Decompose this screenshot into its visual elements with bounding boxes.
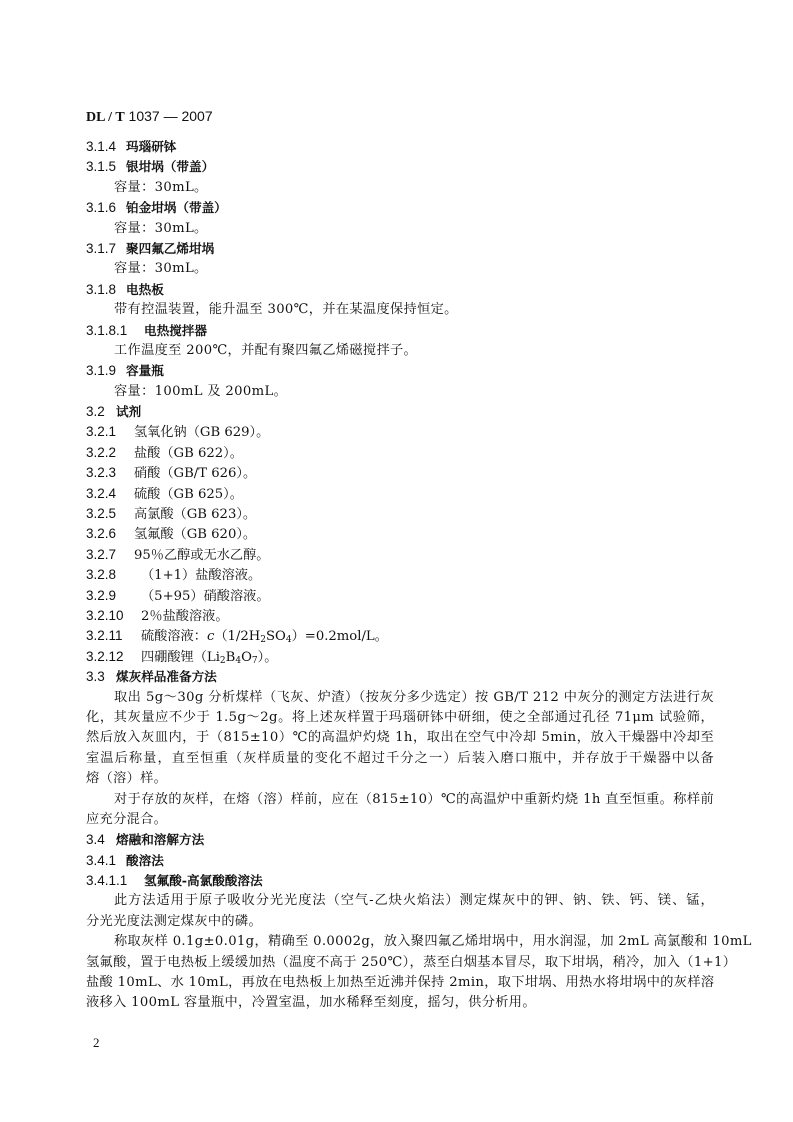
reagent-item: 3.2.12 四硼酸锂$(Li_2B_4O_7)$。 (86, 648, 278, 666)
reagent-item: 3.2.6 氢氟酸（GB 620）。 (86, 526, 257, 543)
reagent-item: 3.2.2 盐酸（GB 622）。 (86, 444, 243, 461)
heading-3-4-1-1: 3.4.1.1 氢氟酸-高氯酸酸溶法 (86, 873, 263, 889)
reagent-item: 3.2.4 硫酸（GB 625）。 (86, 485, 243, 502)
reagent-item: 3.2.10 2％盐酸溶液。 (86, 607, 229, 624)
heading-3-1-4: 3.1.4 玛瑙研钵 (86, 139, 177, 154)
heading-3-1-6: 3.1.6 铂金坩埚（带盖） (86, 200, 227, 216)
reagent-item: 3.2.9 （5+95）硝酸溶液。 (86, 587, 270, 604)
standard-code: DL / T (86, 110, 125, 125)
reagent-item: 3.2.5 高氯酸（GB 623）。 (86, 506, 257, 523)
heading-3-1-8-1: 3.1.8.1 电热搅拌器 (86, 322, 207, 338)
heading-3-1-8: 3.1.8 电热板 (86, 281, 164, 297)
paragraph-line: 取出 5g～30g 分析煤样（飞灰、炉渣）（按灰分多少选定）按 GB/T 212 中灰分的测定方法进行灰 (114, 689, 714, 705)
document-header (86, 108, 213, 126)
reagent-item: 3.2.7 95％乙醇或无水乙醇。 (86, 546, 270, 563)
paragraph-line: 分光光度法测定煤灰中的磷。 (86, 913, 262, 929)
heading-3-1-5: 3.1.5 银坩埚（带盖） (86, 159, 215, 175)
sulfuric-acid-formula: 硫酸溶液：$c(1/2H_2SO_4)=0.2mol/L$。 (141, 629, 388, 646)
heading-3-1-9: 3.1.9 容量瓶 (86, 363, 164, 379)
paragraph-line: 氢氟酸，置于电热板上缓缓加热（温度不高于 250℃），蒸至白烟基本冒尽，取下坩埚，稍冷，加入（1+1） (86, 954, 737, 970)
body-3-1-9: 容量：100mL 及 200mL。 (114, 383, 288, 399)
standard-number: 1037 — 2007 (128, 108, 213, 124)
reagent-item: 3.2.3 硝酸（GB/T 626）。 (86, 465, 257, 482)
paragraph-line: 液移入 100mL 容量瓶中，冷置室温，加水稀释至刻度，摇匀，供分析用。 (86, 995, 536, 1011)
body-3-1-8: 带有控温装置，能升温至 300℃，并在某温度保持恒定。 (114, 302, 458, 318)
body-3-1-6: 容量：30mL。 (114, 220, 208, 236)
lithium-tetraborate-formula: 四硼酸锂$(Li_2B_4O_7)$。 (141, 649, 278, 666)
paragraph-line: 化，其灰量应不少于 1.5g～2g。将上述灰样置于玛瑙研钵中研细，使之全部通过孔径 71μm 试验筛， (86, 709, 714, 725)
paragraph-line: 熔（溶）样。 (86, 771, 168, 787)
document-body (86, 137, 752, 1014)
body-3-1-5: 容量：30mL。 (114, 179, 208, 195)
heading-3-1-7: 3.1.7 聚四氟乙烯坩埚 (86, 240, 215, 256)
body-3-1-7: 容量：30mL。 (114, 261, 208, 277)
body-3-1-8-1: 工作温度至 200℃，并配有聚四氟乙烯磁搅拌子。 (114, 342, 418, 358)
reagent-item: 3.2.8 （1+1）盐酸溶液。 (86, 567, 262, 584)
page-number: 2 (93, 1035, 100, 1050)
paragraph-line: 盐酸 10mL、水 10mL，再放在电热板上加热至近沸并保持 2min，取下坩埚、用热水将坩埚中的灰样溶 (86, 975, 715, 991)
paragraph-line: 然后放入灰皿内，于（815±10）℃的高温炉灼烧 1h，取出在空气中冷却 5min，放入干燥器中冷却至 (86, 730, 714, 746)
paragraph-line: 室温后称量，直至恒重（灰样质量的变化不超过千分之一）后装入磨口瓶中，并存放于干燥器中以备 (86, 750, 714, 766)
reagent-item: 3.2.11 硫酸溶液：$c(1/2H_2SO_4)=0.2mol/L$。 (86, 628, 388, 646)
paragraph-line: 对于存放的灰样，在熔（溶）样前，应在（815±10）℃的高温炉中重新灼烧 1h 直至恒重。称样前 (114, 791, 714, 807)
paragraph-line: 此方法适用于原子吸收分光光度法（空气-乙炔火焰法）测定煤灰中的钾、钠、铁、钙、镁、锰， (114, 893, 714, 909)
paragraph-line: 应充分混合。 (86, 811, 168, 827)
heading-3-4: 3.4 熔融和溶解方法 (86, 832, 205, 848)
reagent-item: 3.2.1 氢氧化钠（GB 629）。 (86, 424, 270, 441)
heading-3-3: 3.3 煤灰样品准备方法 (86, 669, 217, 685)
heading-3-2: 3.2 试剂 (86, 404, 142, 420)
heading-3-4-1: 3.4.1 酸溶法 (86, 852, 164, 868)
paragraph-line: 称取灰样 0.1g±0.01g，精确至 0.0002g，放入聚四氟乙烯坩埚中，用水润湿，加 2mL 高氯酸和 10mL (114, 934, 752, 950)
